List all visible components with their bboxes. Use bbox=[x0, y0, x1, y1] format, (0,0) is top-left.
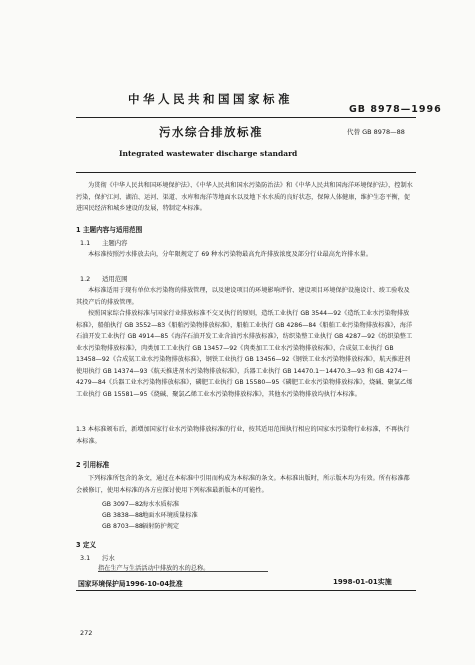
reference-item bbox=[102, 521, 179, 530]
definition-underline bbox=[98, 571, 268, 572]
section-2-heading: 2 引用标准 bbox=[76, 461, 110, 469]
reference-item bbox=[102, 499, 179, 508]
header-rule-bottom bbox=[76, 172, 416, 173]
document-title: 污水综合排放标准 bbox=[159, 125, 263, 139]
section-1-heading: 1 主题内容与适用范围 bbox=[76, 226, 143, 234]
reference-code: GB 8703—88 bbox=[102, 523, 143, 530]
subsection-3-1-text: 指在生产与生活活动中排放的水的总称。 bbox=[98, 565, 210, 572]
standard-code: GB 8978—1996 bbox=[349, 104, 442, 115]
subsection-1-1-text: 本标准按照污水排放去向，分年限规定了 69 种水污染物最高允许排放浓度及部分行业最高允许排水量。 bbox=[88, 251, 373, 258]
reference-name: 地面水环境质量标准 bbox=[142, 512, 198, 519]
reference-item bbox=[102, 510, 198, 519]
reference-code: GB 3097—82 bbox=[102, 501, 143, 508]
subsection-number: 1.2 bbox=[80, 275, 91, 283]
standard-organization: 中华人民共和国国家标准 bbox=[128, 92, 293, 106]
subsection-1-1-heading bbox=[80, 238, 128, 247]
effective-date: 1998-01-01实施 bbox=[333, 578, 392, 586]
section-3-heading: 3 定义 bbox=[76, 541, 97, 549]
subsection-title: 污水 bbox=[102, 554, 115, 562]
subsection-1-2-text-1: 本标准适用于现有单位水污染物的排放管理，以及建设项目的环境影响评价、建设项目环境保护设施设计、竣工验收及其投产后的排放管理。 bbox=[76, 287, 410, 306]
document-title-english: Integrated wastewater discharge standard bbox=[119, 149, 298, 158]
reference-name: 辐射防护规定 bbox=[142, 523, 180, 530]
reference-name: 海水水质标准 bbox=[142, 501, 180, 508]
subsection-1-2-heading bbox=[80, 274, 128, 283]
header-rule-top bbox=[76, 117, 416, 118]
subsection-title: 适用范围 bbox=[102, 275, 128, 283]
approval-date: 国家环境保护局1996-10-04批准 bbox=[78, 580, 183, 588]
footer-rule bbox=[76, 590, 416, 591]
replaces-note: 代替 GB 8978—88 bbox=[347, 128, 405, 136]
subsection-1-2-text-2: 按照国家综合排放标准与国家行业排放标准不交叉执行的原则，造纸工业执行 GB 3544—92《造纸工业水污染物排放标准》，船舶执行 GB 3552—83《船舶污染物排放标准》，船舶工业执行 GB 4286—84《船舶工业污染物排放标准》，海洋石油开发工业执行 GB 4914—85《海洋石油开发工业含油污水排放标准》，纺织染整工业执行 GB 4287—92《纺织染整工业水污染物排放标准》，肉类加工工业执行 GB 13457—92《肉类加工工业水污染物排放标准》，合成氨工业执行 GB 13458—92《合成氨工业水污染物排放标准》，钢铁工业执行 GB 13456—92《钢铁工业水污染物排放标准》，航天推进剂使用执行 GB 14374—93《航天推进剂水污染物排放标准》，兵器工业执行 GB 14470.1～14470.3—93 和 GB 4274～4279—84《兵器工业水污染物排放标准》，磷肥工业执行 GB 15580—95《磷肥工业水污染物排放标准》，烧碱、聚氯乙烯工业执行 GB 15581—95《烧碱、聚氯乙烯工业水污染物排放标准》，其他水污染物排放均执行本标准。 bbox=[76, 310, 413, 398]
subsection-title: 主题内容 bbox=[102, 239, 128, 247]
subsection-number: 3.1 bbox=[80, 554, 91, 562]
section-2-text: 下列标准所包含的条文，通过在本标准中引用而构成为本标准的条文。本标准出版时，所示版本均为有效。所有标准都会被修订，使用本标准的各方应探讨使用下列标准最新版本的可能性。 bbox=[76, 475, 410, 494]
subsection-number: 1.1 bbox=[80, 239, 91, 247]
intro-paragraph: 为贯彻《中华人民共和国环境保护法》、《中华人民共和国水污染防治法》和《中华人民共和国海洋环境保护法》，控制水污染，保护江河、湖泊、运河、渠道、水库和海洋等地面水以及地下水水质的良好状态，保障人体健康，维护生态平衡，促进国民经济和城乡建设的发展，特制定本标准。 bbox=[76, 182, 413, 212]
reference-code: GB 3838—88 bbox=[102, 512, 143, 519]
subsection-1-3-text: 1.3 本标准颁布后，新增加国家行业水污染物排放标准的行业，按其适用范围执行相应的国家水污染物行业标准，不再执行本标准。 bbox=[76, 426, 410, 445]
subsection-3-1-heading bbox=[80, 553, 115, 562]
page-number: 272 bbox=[80, 629, 93, 637]
